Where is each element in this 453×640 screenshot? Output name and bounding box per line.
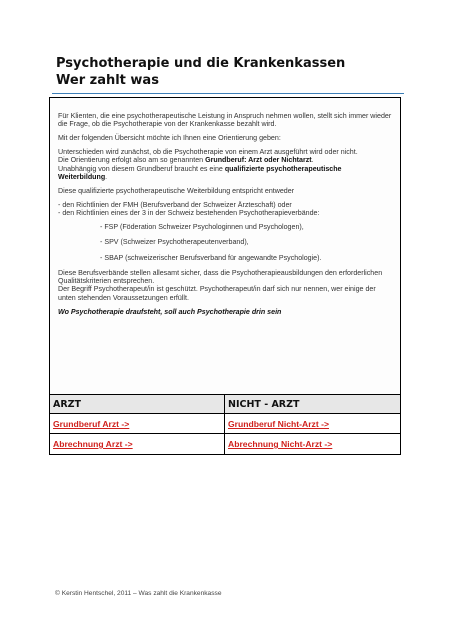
table-row — [50, 414, 400, 434]
bold-weiterbildung: qualifizierte psychotherapeutische Weiterbildung — [58, 164, 342, 181]
page-title — [56, 55, 416, 89]
paragraph-entspricht: Diese qualifizierte psychotherapeutische Weiterbildung entspricht entweder — [58, 186, 295, 195]
table-header-row — [50, 395, 400, 414]
paragraph-quality: Diese Berufsverbände stellen allesamt sicher, dass die Psychotherapieausbildungen den erforderlichen Qualitätskriterien entsprechen. — [58, 268, 383, 286]
list-item-verbaende: - den Richtlinien eines der 3 in der Schweiz bestehenden Psychotherapieverbände: — [58, 209, 320, 218]
link-abrechnung-nicht-arzt[interactable]: Abrechnung Nicht-Arzt -> — [228, 439, 333, 449]
title-line-2: Wer zahlt was — [56, 73, 159, 88]
link-grundberuf-arzt[interactable]: Grundberuf Arzt -> — [50, 414, 225, 434]
info-text — [58, 112, 392, 322]
list-item-fmh: - den Richtlinien der FMH (Berufsverband der Schweizer Ärzteschaft) oder — [58, 200, 292, 209]
association-spv: - SPV (Schweizer Psychotherapeutenverband), — [100, 238, 249, 247]
link-abrechnung-arzt[interactable]: Abrechnung Arzt -> — [50, 434, 225, 454]
link-grundberuf-nicht-arzt[interactable]: Grundberuf Nicht-Arzt -> — [225, 414, 400, 434]
paragraph-weiterbildung — [58, 165, 392, 182]
info-box — [49, 97, 401, 394]
text-span: . — [105, 172, 108, 181]
paragraph-protected-title: Der Begriff Psychotherapeut/in ist geschützt. Psychotherapeut/in darf sich nur nennen, wer einige der unten stehenden Voraussetzungen erfüllt. — [58, 285, 376, 302]
paragraph-distinction: Unterschieden wird zunächst, ob die Psychotherapie von einem Arzt ausgeführt wird oder nicht. — [58, 148, 358, 157]
paragraph-orientation: Mit der folgenden Übersicht möchte ich Ihnen eine Orientierung geben: — [58, 134, 281, 143]
association-sbap: - SBAP (schweizerischer Berufsverband für angewandte Psychologie). — [100, 253, 322, 262]
bold-grundberuf: Grundberuf: Arzt oder Nichtarzt — [205, 156, 312, 165]
page-footer: © Kerstin Hentschel, 2011 – Was zahlt die Krankenkasse — [55, 590, 222, 597]
association-fsp: - FSP (Föderation Schweizer Psychologinnen und Psychologen), — [100, 222, 304, 231]
column-header-nicht-arzt: NICHT - ARZT — [225, 395, 400, 414]
table-row — [50, 434, 400, 454]
paragraph-intro: Für Klienten, die eine psychotherapeutische Leistung in Anspruch nehmen wollen, stellt sich immer wieder die Frage, ob die Psychotherapie von der Krankenkasse bezahlt wird. — [58, 112, 392, 129]
column-header-arzt: ARZT — [50, 395, 225, 414]
paragraph-grundberuf — [58, 156, 392, 164]
title-divider — [52, 93, 404, 94]
overview-table — [49, 394, 401, 455]
slogan-note: Wo Psychotherapie draufsteht, soll auch Psychotherapie drin sein — [58, 307, 282, 316]
text-span: Unabhängig von diesem Grundberuf braucht es eine — [58, 164, 225, 173]
text-span: . — [311, 156, 314, 165]
title-line-1: Psychotherapie und die Krankenkassen — [56, 56, 346, 71]
text-span: Die Orientierung erfolgt also am so genannten — [58, 156, 206, 165]
